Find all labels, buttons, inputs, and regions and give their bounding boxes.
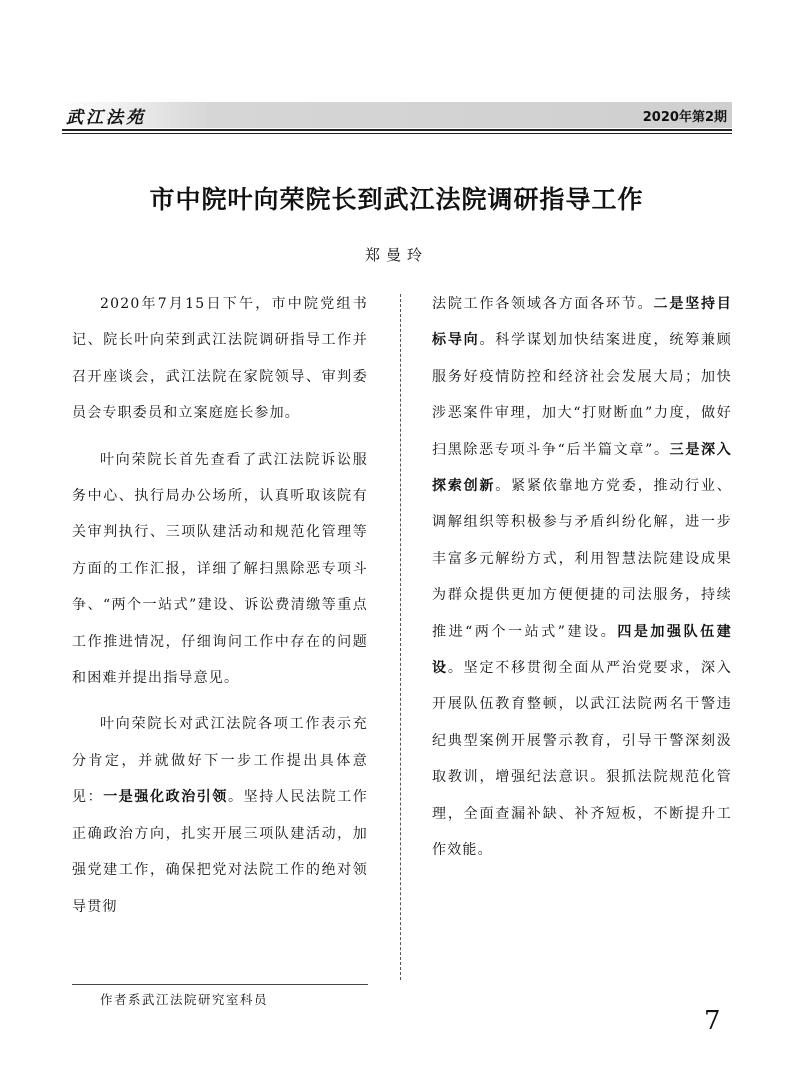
paragraph [432, 286, 732, 869]
left-column [72, 286, 368, 935]
text-segment: 叶向荣院长首先查看了武江法院诉讼服务中心、执行局办公场所，认真听取该院有关审判执行、三项队建活动和规范化管理等方面的工作汇报，详细了解扫黑除恶专项斗争、“两个一站式”建设、诉讼费清缴等重点工作推进情况，仔细询问工作中存在的问题和困难并提出指导意见。 [72, 451, 368, 687]
right-column [432, 286, 732, 879]
column-divider [400, 294, 401, 980]
footnote: 作者系武江法院研究室科员 [100, 992, 269, 1007]
paragraph [72, 442, 368, 697]
text-segment: 2020年7月15日下午，市中院党组书记、院长叶向荣到武江法院调研指导工作并召开座谈会，武江法院在家院领导、审判委员会专职委员和立案庭庭长参加。 [72, 296, 368, 422]
text-segment: 叶向荣院长对武江法院各项工作表示充分肯定，并就做好下一步工作提出具体意见： [72, 716, 368, 806]
paragraph [72, 706, 368, 924]
header-rule [62, 129, 732, 131]
article-title: 市中院叶向荣院长到武江法院调研指导工作 [149, 185, 644, 214]
text-segment: 。紧紧依靠地方党委，推动行业、调解组织等积极参与矛盾纠纷化解，进一步丰富多元解纷方式，利用智慧法院建设成果为群众提供更加方便便捷的司法服务，持续推进“两个一站式”建设。 [432, 478, 732, 640]
header-band [62, 102, 732, 128]
issue-number: 2020年第2期 [642, 110, 727, 125]
bold-point: 一是强化政治引领 [103, 789, 228, 806]
text-segment: 法院工作各领域各方面各环节。 [432, 296, 654, 312]
footnote-rule [72, 984, 368, 985]
page-number: 7 [704, 1006, 721, 1036]
bold-point: 二是坚持目标导向 [432, 296, 733, 349]
bold-point: 三是深入探索创新 [432, 441, 732, 495]
paragraph [72, 286, 368, 432]
article-author: 郑曼玲 [364, 246, 428, 264]
magazine-name: 武江法苑 [66, 108, 146, 128]
text-segment: 。坚持人民法院工作正确政治方向，扎实开展三项队建活动，加强党建工作，确保把党对法院工作的绝对领导贯彻 [72, 789, 368, 915]
text-segment: 。科学谋划加快结案进度，统筹兼顾服务好疫情防控和经济社会发展大局；加快涉恶案件审理，加大“打财断血”力度，做好扫黑除恶专项斗争“后半篇文章”。 [432, 332, 732, 458]
header-rule-thin [62, 133, 732, 134]
bold-point: 四是加强队伍建设 [432, 623, 733, 677]
text-segment: 。坚定不移贯彻全面从严治党要求，深入开展队伍教育整顿，以武江法院两名干警违纪典型案例开展警示教育，引导干警深刻汲取教训，增强纪法意识。狠抓法院规范化管理，全面查漏补缺、补齐短板，不断提升工作效能。 [432, 660, 732, 859]
